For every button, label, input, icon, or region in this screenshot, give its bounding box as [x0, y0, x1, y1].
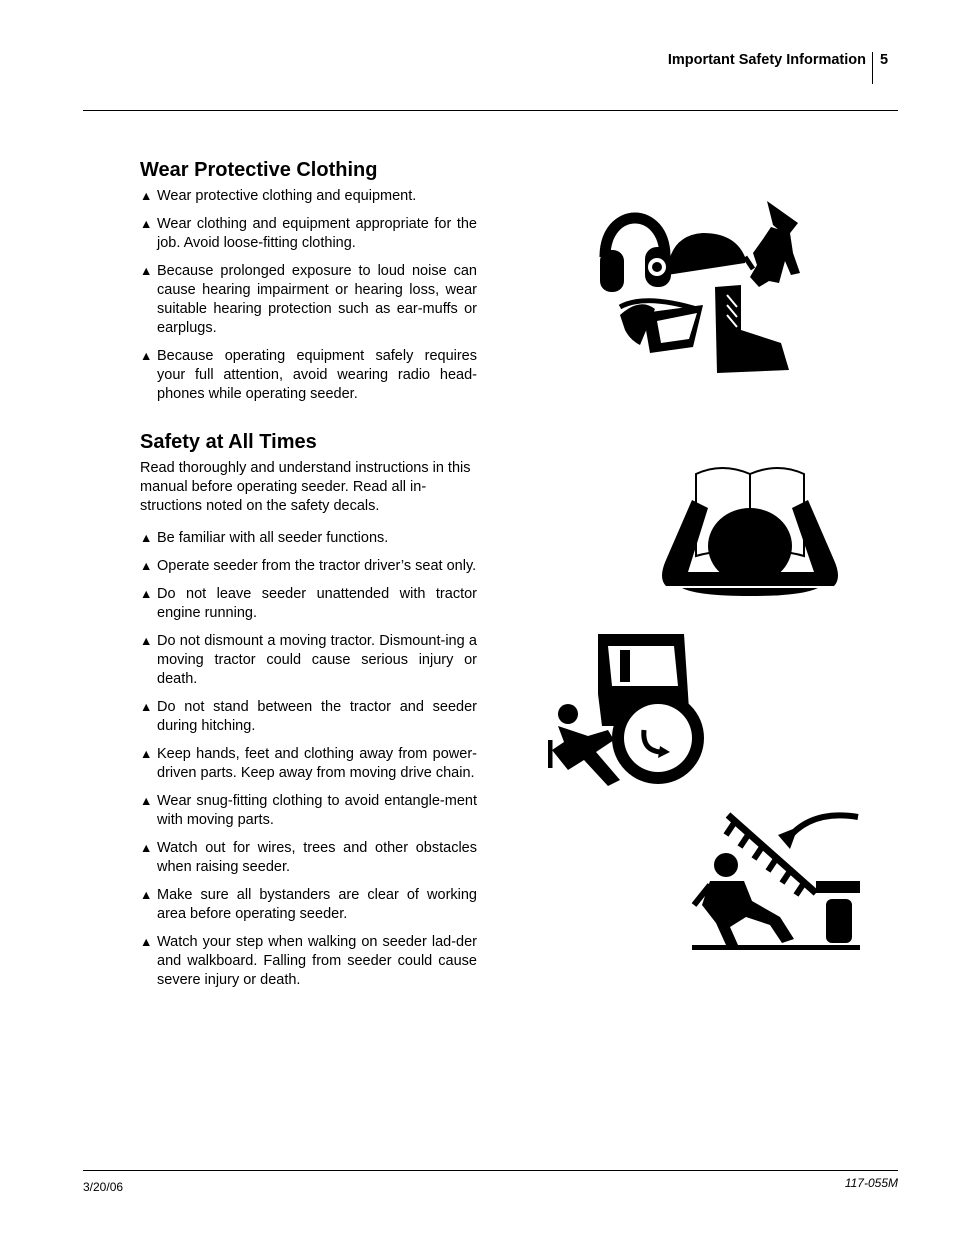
footer-rule: [83, 1170, 898, 1171]
bullet-triangle-icon: ▲: [140, 349, 153, 363]
section-heading: Wear Protective Clothing: [140, 159, 378, 181]
list-item: [140, 698, 477, 736]
bullet-triangle-icon: ▲: [140, 634, 153, 648]
protective-gear-icon: [595, 195, 815, 380]
section-intro: Read thoroughly and understand instructions in this manual before operating seeder. Read all in-structions noted on the safety decals.: [140, 460, 471, 514]
section-heading: Safety at All Times: [140, 431, 317, 453]
section-protective-clothing: [140, 158, 477, 404]
header-separator: [872, 52, 873, 84]
list-item: [140, 886, 477, 924]
bullet-list: [140, 187, 477, 404]
reading-manual-icon: [652, 460, 850, 600]
bullet-triangle-icon: ▲: [140, 888, 153, 902]
list-item: [140, 933, 477, 990]
bullet-triangle-icon: ▲: [140, 700, 153, 714]
section-safety-at-all-times: [140, 430, 477, 990]
bullet-triangle-icon: ▲: [140, 531, 153, 545]
list-item-text: Be familiar with all seeder functions.: [157, 530, 389, 546]
list-item: [140, 792, 477, 830]
list-item: [140, 632, 477, 689]
list-item-text: Wear snug-fitting clothing to avoid entangle-ment with moving parts.: [157, 793, 477, 828]
bullet-triangle-icon: ▲: [140, 587, 153, 601]
header-section-title: Important Safety Information: [667, 52, 866, 68]
footer-doc-number: 117-055M: [844, 1176, 898, 1190]
bullet-triangle-icon: ▲: [140, 794, 153, 808]
bullet-triangle-icon: ▲: [140, 747, 153, 761]
bullet-triangle-icon: ▲: [140, 841, 153, 855]
list-item-text: Do not stand between the tractor and seeder during hitching.: [157, 699, 477, 734]
bullet-triangle-icon: ▲: [140, 559, 153, 573]
list-item-text: Operate seeder from the tractor driver’s seat only.: [157, 558, 477, 574]
page-number: 5: [880, 52, 889, 68]
list-item-text: Because operating equipment safely requires your full attention, avoid wearing radio head-phones while operating seeder.: [157, 348, 477, 402]
list-item: [140, 529, 477, 548]
list-item-text: Wear clothing and equipment appropriate for the job. Avoid loose-fitting clothing.: [157, 216, 477, 251]
list-item: [140, 839, 477, 877]
list-item-text: Because prolonged exposure to loud noise can cause hearing impairment or hearing loss, wear suitable hearing protection such as ear-muffs or earplugs.: [157, 263, 477, 336]
list-item: [140, 187, 477, 206]
bullet-list: [140, 529, 477, 990]
bullet-triangle-icon: ▲: [140, 264, 153, 278]
list-item: [140, 347, 477, 404]
header-rule: [83, 110, 898, 111]
list-item-text: Wear protective clothing and equipment.: [157, 188, 417, 204]
list-item-text: Watch out for wires, trees and other obstacles when raising seeder.: [157, 840, 477, 875]
falling-from-seeder-icon: [690, 805, 865, 955]
list-item-text: Make sure all bystanders are clear of working area before operating seeder.: [157, 887, 477, 922]
list-item: [140, 745, 477, 783]
list-item: [140, 215, 477, 253]
tractor-dismount-hazard-icon: [548, 630, 708, 790]
footer-date: 3/20/06: [83, 1180, 124, 1194]
list-item-text: Watch your step when walking on seeder lad-der and walkboard. Falling from seeder could cause severe injury or death.: [157, 934, 477, 988]
list-item: [140, 262, 477, 338]
list-item-text: Do not leave seeder unattended with tractor engine running.: [157, 586, 477, 621]
bullet-triangle-icon: ▲: [140, 189, 153, 203]
list-item: [140, 585, 477, 623]
list-item: [140, 557, 477, 576]
list-item-text: Do not dismount a moving tractor. Dismount-ing a moving tractor could cause serious injury or death.: [157, 633, 477, 687]
list-item-text: Keep hands, feet and clothing away from power-driven parts. Keep away from moving drive chain.: [157, 746, 477, 781]
bullet-triangle-icon: ▲: [140, 217, 153, 231]
bullet-triangle-icon: ▲: [140, 935, 153, 949]
text-column: [140, 158, 477, 999]
